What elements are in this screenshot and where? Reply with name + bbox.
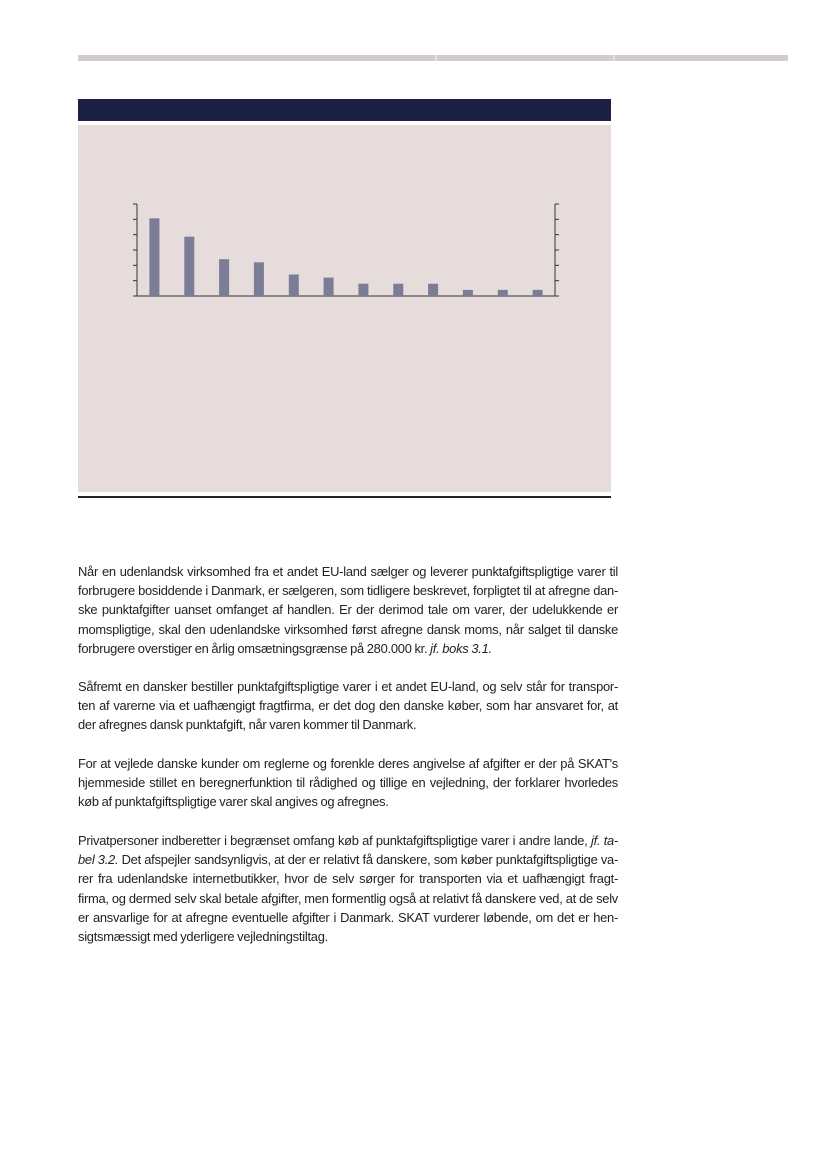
chart-axes xyxy=(133,204,559,296)
paragraph-line xyxy=(78,831,618,850)
chart-bar xyxy=(219,259,229,296)
paragraph-line: køb af punktafgiftspligtige varer skal angives og afregnes. xyxy=(78,794,389,810)
chart-bar xyxy=(358,284,368,296)
paragraph-line xyxy=(78,850,618,869)
reference-italic: jf. boks 3.1. xyxy=(427,640,492,656)
chart-bar xyxy=(149,218,159,296)
reference-italic: jf. ta- xyxy=(587,833,618,848)
paragraph-line: ske punktafgifter uanset omfanget af handlen. Er der derimod tale om varer, der udelukkende er xyxy=(78,602,618,618)
paragraph-line-text: Det afspejler sandsynligvis, at der er relativt få danskere, som køber punktafgiftspligtige va- xyxy=(118,852,618,868)
chart-bars xyxy=(149,218,542,296)
chart-bar xyxy=(393,284,403,296)
paragraph-line: forbrugere bosiddende i Danmark, er sælgeren, som tidligere beskrevet, forpligtet til at afregne dan- xyxy=(78,583,618,599)
paragraph-1 xyxy=(78,562,618,658)
chart-bar xyxy=(463,290,473,296)
paragraph-line: sigtsmæssigt med yderligere vejledningstiltag. xyxy=(78,929,328,945)
paragraph-line: hjemmeside stillet en beregnerfunktion til rådighed og tillige en vejledning, der forklarer hvorledes xyxy=(78,775,618,791)
paragraph-line: For at vejlede danske kunder om reglerne og forenkle deres angivelse af afgifter er der på SKAT's xyxy=(78,756,618,771)
paragraph-2 xyxy=(78,677,618,735)
chart-bar xyxy=(498,290,508,296)
paragraph-line: Såfremt en dansker bestiller punktafgiftspligtige varer i et andet EU-land, og selv står for transpor- xyxy=(78,679,618,694)
chart-bar xyxy=(254,262,264,296)
chart-bar xyxy=(533,290,543,296)
paragraph-line: Når en udenlandsk virksomhed fra et andet EU-land sælger og leverer punktafgiftspligtige varer til xyxy=(78,564,618,579)
paragraph-line: rer fra udenlandske internetbutikker, hvor de selv sørger for transporten via et uafhængigt fragt- xyxy=(78,871,618,887)
paragraph-line-text: Privatpersoner indberetter i begrænset omfang køb af punktafgiftspligtige varer i andre lande, xyxy=(78,833,588,848)
paragraph-4 xyxy=(78,831,618,946)
paragraph-line: er ansvarlige for at afregne eventuelle afgifter i Danmark. SKAT vurderer løbende, om det er hen- xyxy=(78,909,618,925)
paragraph-line xyxy=(78,639,618,658)
chart-bar xyxy=(428,284,438,296)
chart-bar xyxy=(184,237,194,296)
paragraph-line: momspligtige, skal den udenlandske virksomhed først afregne dansk moms, når salget til danske xyxy=(78,621,618,637)
paragraph-line: der afregnes dansk punktafgift, når varen kommer til Danmark. xyxy=(78,717,417,733)
reference-italic: bel 3.2. xyxy=(78,852,119,868)
chart-bar xyxy=(289,275,299,297)
paragraph-line: firma, og dermed selv skal betale afgifter, men formentlig også at relativt få danskere ved, at de selv xyxy=(78,890,618,906)
chart-bar xyxy=(324,278,334,296)
paragraph-3 xyxy=(78,754,618,812)
paragraph-line: ten af varerne via et uafhængigt fragtfirma, er det dog den danske køber, som har ansvaret for, at xyxy=(78,698,618,714)
paragraph-line-text: forbrugere overstiger en årlig omsætningsgrænse på 280.000 kr. xyxy=(78,640,428,656)
